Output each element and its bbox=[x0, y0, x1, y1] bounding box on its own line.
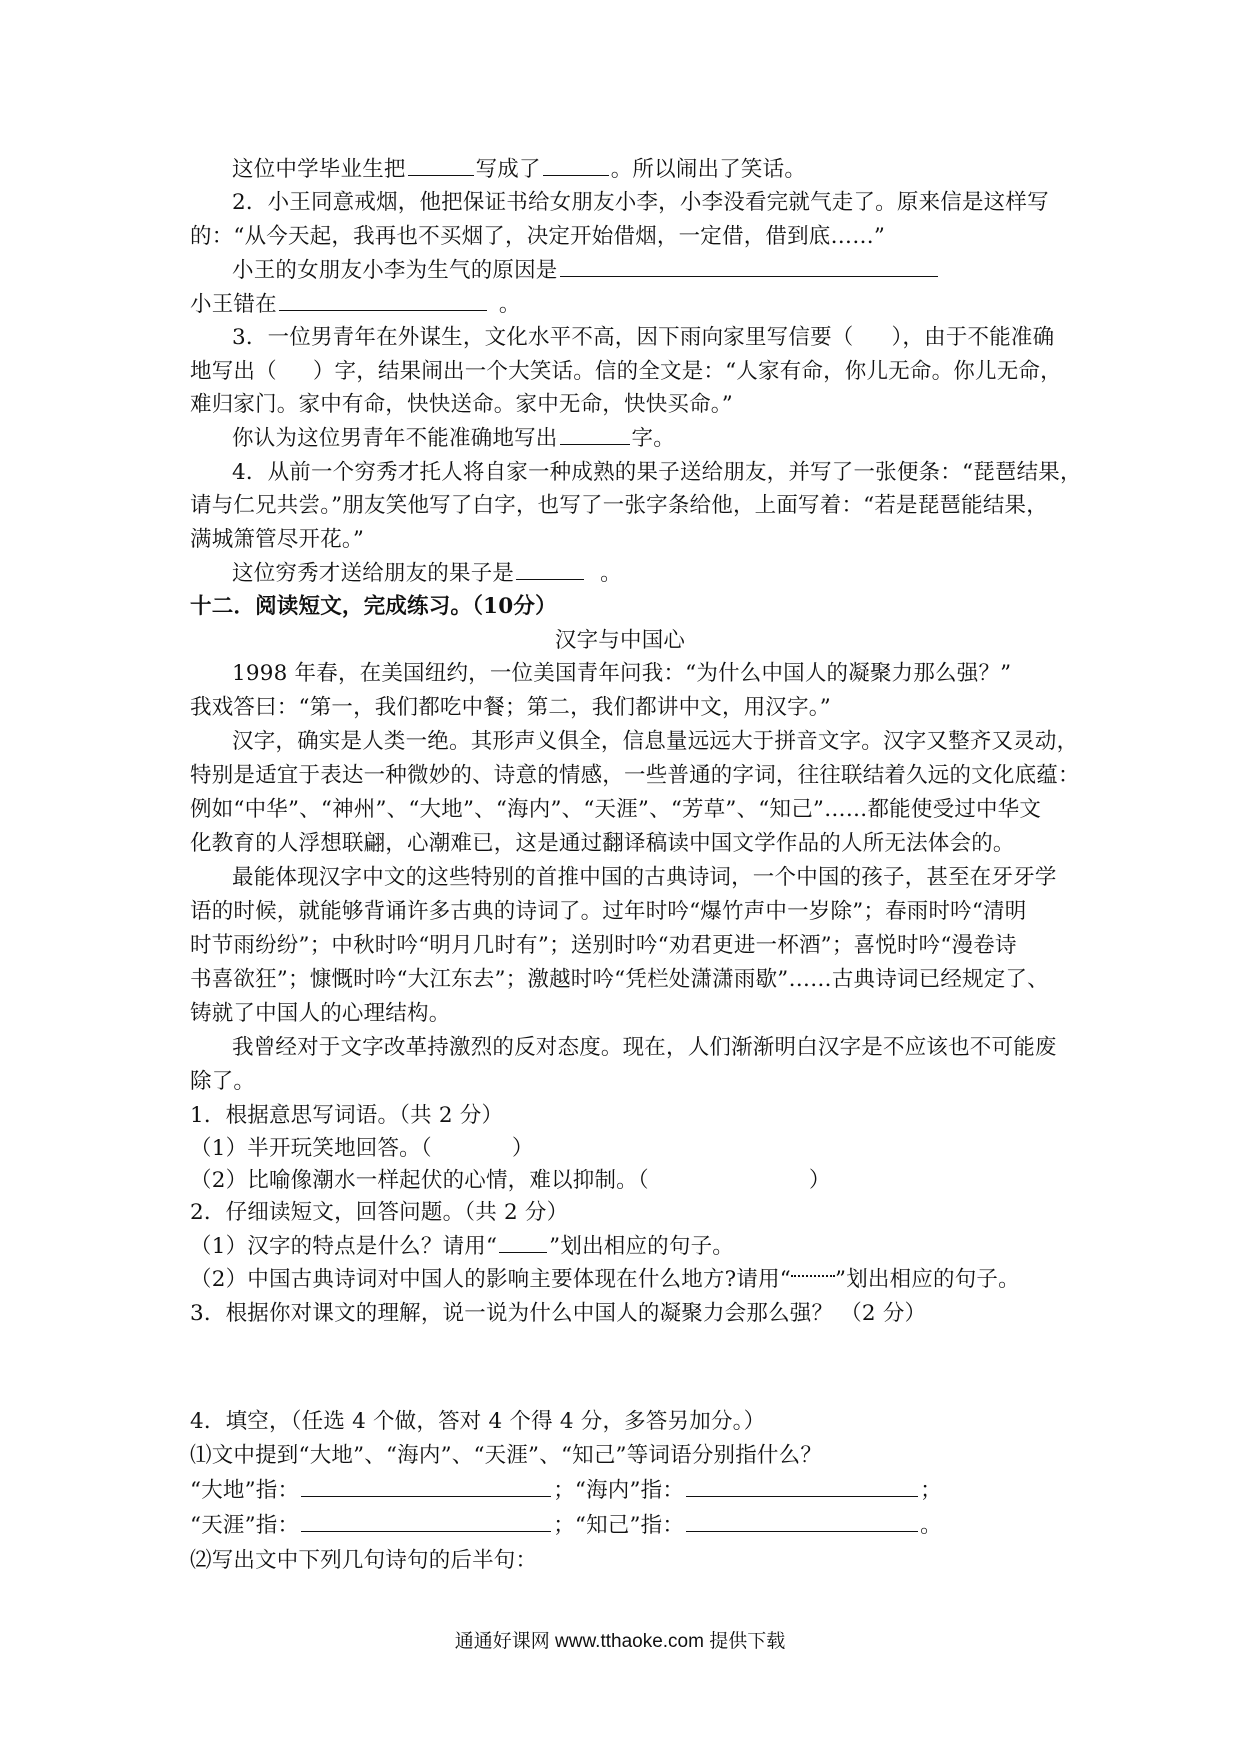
paragraph-3-line4: 书喜欲狂”；慷慨时吟“大江东去”；激越时吟“凭栏处潇潇雨歇”……古典诗词已经规定了、 bbox=[190, 967, 1049, 992]
q11-item2-line2: 的：“从今天起，我再也不买烟了，决定开始借烟，一定借，借到底……” bbox=[190, 224, 886, 249]
paragraph-3-line5: 铸就了中国人的心理结构。 bbox=[190, 1001, 451, 1026]
blank bbox=[516, 561, 584, 580]
q11-item3-line3: 难归家门。家中有命，快快送命。家中无命，快快买命。” bbox=[190, 392, 733, 417]
q11-item2-line1: 2．小王同意戒烟，他把保证书给女朋友小李，小李没看完就气走了。原来信是这样写 bbox=[232, 190, 1049, 215]
paragraph-4-line2: 除了。 bbox=[190, 1069, 256, 1094]
q11-item3-line1: 3．一位男青年在外谋生，文化水平不高，因下雨向家里写信要（ ），由于不能准确 bbox=[232, 325, 1055, 350]
blank bbox=[279, 292, 487, 311]
sub-question-4-1: ⑴文中提到“大地”、“海内”、“天涯”、“知己”等词语分别指什么？ bbox=[190, 1443, 823, 1468]
paragraph-2-line3: 例如“中华”、“神州”、“大地”、“海内”、“天涯”、“芳草”、“知己”……都能使受过中华文 bbox=[190, 797, 1042, 822]
sub-question-4-2: ⑵写出文中下列几句诗句的后半句： bbox=[190, 1548, 538, 1573]
q11-item4-line3: 满城箫管尽开花。” bbox=[190, 527, 365, 552]
blank bbox=[543, 157, 609, 176]
sub-question-2: 2．仔细读短文，回答问题。（共 2 分） bbox=[190, 1200, 569, 1225]
q11-item4-line2: 请与仁兄共尝。”朋友笑他写了白字，也写了一张字条给他，上面写着：“若是琵琶能结果， bbox=[190, 493, 1048, 518]
q11-item4-line1: 4．从前一个穷秀才托人将自家一种成熟的果子送给朋友，并写了一张便条：“琵琶结果， bbox=[232, 460, 1082, 485]
paragraph-2-line1: 汉字，确实是人类一绝。其形声义俱全，信息量远远大于拼音文字。汉字又整齐又灵动， bbox=[232, 729, 1079, 754]
section-12-heading: 十二．阅读短文，完成练习。（10分） bbox=[190, 594, 557, 619]
answer-field-dadi[interactable] bbox=[301, 1478, 551, 1497]
q11-item2-line4: 小王错在 。 bbox=[190, 292, 521, 317]
blank bbox=[560, 258, 938, 277]
paragraph-4-line1: 我曾经对于文字改革持激烈的反对态度。现在，人们渐渐明白汉字是不应该也不可能废 bbox=[232, 1035, 1057, 1060]
sub-question-1b: （2）比喻像潮水一样起伏的心情，难以抑制。（ ） bbox=[190, 1168, 831, 1193]
q11-item3-line2: 地写出（ ）字，结果闹出一个大笑话。信的全文是：“人家有命，你儿无命。你儿无命， bbox=[190, 359, 1062, 384]
paragraph-1-line2: 我戏答曰：“第一，我们都吃中餐；第二，我们都讲中文，用汉字。” bbox=[190, 695, 831, 720]
q11-item4-line4: 这位穷秀才送给朋友的果子是 。 bbox=[232, 561, 622, 586]
paragraph-1-line1: 1998 年春，在美国纽约，一位美国青年问我：“为什么中国人的凝聚力那么强？” bbox=[232, 661, 1012, 686]
blank bbox=[560, 426, 630, 445]
blank bbox=[408, 157, 474, 176]
answer-field-tianya[interactable] bbox=[301, 1513, 551, 1532]
q11-item2-line3: 小王的女朋友小李为生气的原因是 bbox=[232, 256, 940, 286]
q11-item3-line4: 你认为这位男青年不能准确地写出 字。 bbox=[232, 426, 675, 451]
sub-question-2a: （1）汉字的特点是什么？请用“ ”划出相应的句子。 bbox=[190, 1234, 734, 1259]
paragraph-2-line4: 化教育的人浮想联翩，心潮难已，这是通过翻译稿读中国文学作品的人所无法体会的。 bbox=[190, 831, 1015, 856]
fill-row-2: “天涯”指： ；“知己”指： 。 bbox=[190, 1513, 942, 1538]
answer-field-hainei[interactable] bbox=[686, 1478, 918, 1497]
sub-question-1a: （1）半开玩笑地回答。（ ） bbox=[190, 1136, 534, 1161]
wavy-line-mark bbox=[791, 1265, 835, 1277]
article-title: 汉字与中国心 bbox=[554, 628, 686, 653]
sub-question-4: 4．填空，（任选 4 个做，答对 4 个得 4 分，多答另加分。） bbox=[190, 1409, 766, 1434]
paragraph-3-line2: 语的时候，就能够背诵许多古典的诗词了。过年时吟“爆竹声中一岁除”；春雨时吟“清明 bbox=[190, 899, 1027, 924]
paragraph-3-line1: 最能体现汉字中文的这些特别的首推中国的古典诗词，一个中国的孩子，甚至在牙牙学 bbox=[232, 865, 1057, 890]
q11-line1: 这位中学毕业生把 写成了 。所以闹出了笑话。 bbox=[232, 157, 807, 182]
paragraph-2-line2: 特别是适宜于表达一种微妙的、诗意的情感，一些普通的字词，往往联结着久远的文化底蕴： bbox=[190, 763, 1080, 788]
answer-field-zhiji[interactable] bbox=[686, 1513, 918, 1532]
paragraph-3-line3: 时节雨纷纷”；中秋时吟“明月几时有”；送别时吟“劝君更进一杯酒”；喜悦时吟“漫卷诗 bbox=[190, 933, 1017, 958]
sub-question-2b: （2）中国古典诗词对中国人的影响主要体现在什么地方?请用“ ”划出相应的句子。 bbox=[190, 1267, 1020, 1292]
sub-question-1: 1．根据意思写词语。（共 2 分） bbox=[190, 1103, 504, 1128]
page-footer: 通通好课网 www.tthaoke.com 提供下载 bbox=[454, 1631, 786, 1652]
sub-question-3: 3．根据你对课文的理解，说一说为什么中国人的凝聚力会那么强？ （2 分） bbox=[190, 1301, 927, 1326]
underline-mark bbox=[499, 1234, 547, 1253]
fill-row-1: “大地”指： ；“海内”指： ； bbox=[190, 1478, 942, 1503]
